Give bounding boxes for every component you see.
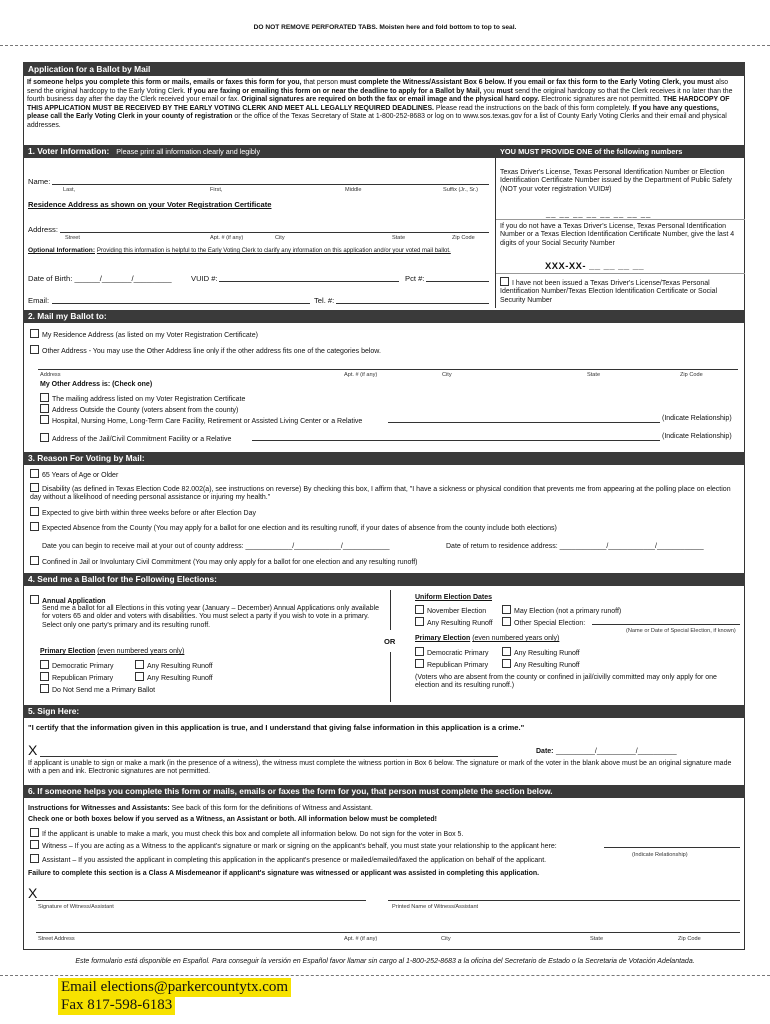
outside-county-checkbox[interactable] (40, 404, 49, 413)
nov-option: November Election (415, 605, 486, 616)
rep-runoff-checkbox[interactable] (135, 672, 144, 681)
witness-apt-label: Apt. # (if any) (344, 936, 378, 942)
section6-header: 6. If someone helps you complete this form or mails, emails or faxes the form for you, that person must complete the section below. (23, 785, 745, 798)
nov-checkbox[interactable] (415, 605, 424, 614)
tel-field[interactable] (336, 303, 489, 304)
annual-application: Annual Application (30, 595, 106, 606)
rep-primary-option-2: Republican Primary (415, 659, 488, 670)
s2-apt-label: Apt. # (if any) (344, 372, 378, 378)
rep-primary-option: Republican Primary (40, 672, 113, 683)
perforation-line-bottom (0, 975, 770, 976)
jail-checkbox[interactable] (40, 433, 49, 442)
section5-header: 5. Sign Here: (23, 705, 745, 718)
dem-primary-option: Democratic Primary (40, 660, 113, 671)
dem-primary-checkbox-2[interactable] (415, 647, 424, 656)
uniform-runoff-checkbox[interactable] (415, 617, 424, 626)
contact-email: Email elections@parkercountytx.com (58, 978, 291, 997)
applicant-signature-field[interactable] (40, 756, 498, 757)
rep-runoff-option-2: Any Resulting Runoff (502, 659, 580, 670)
state-label: State (392, 235, 406, 241)
indicate-relationship-1: (Indicate Relationship) (662, 415, 732, 422)
certify-statement: "I certify that the information given in this application is true, and I understand that giving false information in this application is a crime." (28, 723, 525, 732)
witness-signature-x: X (28, 885, 38, 901)
first-label: First, (210, 187, 223, 193)
dob-label: Date of Birth: ______/_______/_________ (28, 274, 172, 283)
residence-checkbox[interactable] (30, 329, 39, 338)
hospital-checkbox[interactable] (40, 415, 49, 424)
no-id-checkbox[interactable] (500, 277, 509, 286)
signature-x: X (28, 742, 38, 758)
witness-relationship-field[interactable] (604, 847, 740, 848)
pct-label: Pct #: (405, 274, 425, 283)
address-label: Address: (28, 225, 58, 234)
other-option-1: The mailing address listed on my Voter Registration Certificate (40, 393, 245, 404)
pct-field[interactable] (426, 281, 489, 282)
misdemeanor-warning: Failure to complete this section is a Class A Misdemeanor if applicant's signature was witnessed or applicant was assisted in completing this application. (28, 870, 540, 877)
date-label: Date: (536, 748, 554, 755)
vuid-field[interactable] (219, 281, 399, 282)
id-option-dl: Texas Driver's License, Texas Personal Identification Number or Election Identification Certificate Number issued by the Department of Public Safety (NOT your voter registration VUID#) (500, 169, 732, 193)
other-address-heading: My Other Address is: (Check one) (40, 381, 153, 388)
witness-signature-label: Signature of Witness/Assistant (38, 904, 114, 910)
contact-fax: Fax 817-598-6183 (58, 996, 175, 1015)
mail-other-option: Other Address - You may use the Other Address line only if the other address fits one of the categories below. (30, 345, 381, 356)
absent-note: (Voters who are absent from the county or confined in jail/civilly committed may only apply for one election and its resulting runoff.) (415, 674, 717, 690)
middle-label: Middle (345, 187, 362, 193)
special-election-field[interactable] (592, 624, 740, 625)
reason-jail: Confined in Jail or Involuntary Civil Commitment (You may only apply for a ballot for one election and any resulting runoff) (30, 556, 417, 567)
witness-city-label: City (441, 936, 451, 942)
section2-header: 2. Mail my Ballot to: (23, 310, 745, 323)
rep-runoff-checkbox-2[interactable] (502, 659, 511, 668)
other-option-2: Address Outside the County (voters absent from the county) (40, 404, 238, 415)
reason-absence: Expected Absence from the County (You may apply for a ballot for one election and its resulting runoff, if your dates of absence from the county include both elections) (30, 522, 557, 533)
witness-checkbox[interactable] (30, 840, 39, 849)
dl-number-field[interactable]: __ __ __ __ __ __ __ __ (546, 209, 652, 218)
email-label: Email: (28, 296, 50, 305)
dem-runoff-option: Any Resulting Runoff (135, 660, 213, 671)
address-field[interactable] (60, 232, 489, 233)
witness-signature-field[interactable] (36, 900, 366, 901)
witness-address-field[interactable] (36, 932, 740, 933)
uniform-dates-heading: Uniform Election Dates (415, 594, 493, 601)
reason-birth: Expected to give birth within three weeks before or after Election Day (30, 507, 256, 518)
unable-mark-option: If the applicant is unable to make a mark, you must check this box and complete all information below. Do not sign for the voter in Box 5. (30, 828, 463, 839)
rep-runoff-option: Any Resulting Runoff (135, 672, 213, 683)
id-separator-2 (496, 273, 745, 274)
name-field[interactable] (52, 184, 489, 185)
special-checkbox[interactable] (502, 617, 511, 626)
absence-checkbox[interactable] (30, 522, 39, 531)
s2-address-label: Address (40, 372, 61, 378)
or-label: OR (384, 637, 396, 646)
reason-65: 65 Years of Age or Older (30, 469, 118, 480)
id-separator-1 (496, 219, 745, 220)
witness-check-instruction: Check one or both boxes below if you served as a Witness, an Assistant or both. All information below must be completed! (28, 816, 437, 823)
primary-election-heading: Primary Election (even numbered years only) (40, 648, 185, 655)
may-checkbox[interactable] (502, 605, 511, 614)
suffix-label: Suffix (Jr., Sr.) (443, 187, 479, 193)
or-divider-bottom (390, 652, 391, 702)
witness-printed-label: Printed Name of Witness/Assistant (392, 904, 479, 910)
signature-note: If applicant is unable to sign or make a mark (in the presence of a witness), the witness must complete the witness portion in Box 6 below. The signature or mark of the voter in the blank above must be an original signature made with a pen and ink. Electronic signatures are not permitted. (28, 760, 732, 776)
relationship-field-1[interactable] (388, 422, 660, 423)
name-label: Name: (28, 177, 51, 186)
apt-label: Apt. # (if any) (210, 235, 244, 241)
top-notice: DO NOT REMOVE PERFORATED TABS. Moisten here and fold bottom to top to seal. (253, 24, 517, 31)
zip-label: Zip Code (452, 235, 475, 241)
s2-state-label: State (587, 372, 601, 378)
id-option-none: I have not been issued a Texas Driver's License/Texas Personal Identification Number/Texas Election Identification Certificate or Social Security Number (500, 277, 740, 305)
perforation-line-top (0, 45, 770, 46)
section1-divider (495, 158, 496, 308)
any-runoff-option: Any Resulting Runoff (415, 617, 493, 628)
begin-mail-date[interactable]: Date you can begin to receive mail at your out of county address: ____________/____________/____________ (42, 543, 390, 550)
no-primary-checkbox[interactable] (40, 684, 49, 693)
dem-runoff-checkbox-2[interactable] (502, 647, 511, 656)
other-option-4: Address of the Jail/Civil Commitment Facility or a Relative (40, 433, 231, 444)
other-address-field[interactable] (38, 369, 738, 370)
or-divider-top (390, 590, 391, 630)
age-checkbox[interactable] (30, 469, 39, 478)
annual-text: Send me a ballot for all Elections in this voting year (January – December) Annual Applications only available for voters 65 and older and voters with disabilities. You must select a party if you wish to vote in a primary. Select only one party's primary and its resulting runoff. (42, 605, 379, 629)
no-primary-option: Do Not Send me a Primary Ballot (40, 684, 155, 695)
spanish-note: Este formulario está disponible en Español. Para conseguir la versión en Español favor llamar sin cargo al 1-800-252-8683 a la oficina del Secretario de Estado o la Secretaria de Votación Adelantada. (75, 958, 695, 965)
ssn-field[interactable]: XXX-XX- __ __ __ __ (545, 260, 645, 271)
witness-printed-name-field[interactable] (388, 900, 740, 901)
witness-zip-label: Zip Code (678, 936, 701, 942)
jail-reason-checkbox[interactable] (30, 556, 39, 565)
s2-zip-label: Zip Code (680, 372, 703, 378)
section3-header: 3. Reason For Voting by Mail: (23, 452, 745, 465)
witness-state-label: State (590, 936, 604, 942)
rep-primary-checkbox-2[interactable] (415, 659, 424, 668)
special-name-label: (Name or Date of Special Election, if known) (626, 628, 736, 634)
disability-checkbox[interactable] (30, 483, 39, 492)
other-address-checkbox[interactable] (30, 345, 39, 354)
dem-runoff-option-2: Any Resulting Runoff (502, 647, 580, 658)
mail-residence-option: My Residence Address (as listed on my Voter Registration Certificate) (30, 329, 258, 340)
tel-label: Tel. #: (314, 296, 335, 305)
assistant-option: Assistant – If you assisted the applicant in completing this application in the applicant's presence or mailed/emailed/faxed the application on behalf of the applicant. (30, 854, 610, 865)
s2-city-label: City (442, 372, 452, 378)
dem-primary-option-2: Democratic Primary (415, 647, 488, 658)
witness-option: Witness – If you are acting as a Witness to the applicant's signature or mark or signing on the applicant's behalf, you must state your relationship to the applicant here: (30, 840, 610, 851)
residence-heading: Residence Address as shown on your Voter Registration Certificate (28, 200, 272, 209)
witness-instructions: Instructions for Witnesses and Assistants: See back of this form for the definitions of Witness and Assistant. (28, 805, 373, 812)
street-label: Street (65, 235, 80, 241)
id-option-ssn: If you do not have a Texas Driver's License, Texas Personal Identification Number or a Texas Election Identification Certificate Number, give the last 4 digits of your Social Security Number (500, 223, 735, 247)
city-label: City (275, 235, 285, 241)
other-mailing-checkbox[interactable] (40, 393, 49, 402)
section1-right-header: YOU MUST PROVIDE ONE of the following numbers (495, 145, 745, 158)
may-option: May Election (not a primary runoff) (502, 605, 621, 616)
vuid-label: VUID #: (191, 274, 218, 283)
witness-street-label: Street Address (38, 936, 75, 942)
birth-checkbox[interactable] (30, 507, 39, 516)
primary-election-heading-2: Primary Election (even numbered years only) (415, 635, 560, 642)
witness-indicate-label: (Indicate Relationship) (632, 852, 688, 858)
assistant-checkbox[interactable] (30, 854, 39, 863)
section1-header: 1. Voter Information: Please print all information clearly and legibly (23, 145, 495, 158)
other-option-3: Hospital, Nursing Home, Long-Term Care Facility, Retirement or Assisted Living Center or a Relative (40, 415, 362, 426)
last-label: Last, (63, 187, 76, 193)
special-option: Other Special Election: (502, 617, 585, 628)
return-date[interactable]: Date of return to residence address: ____________/____________/____________ (446, 543, 704, 550)
email-field[interactable] (52, 303, 310, 304)
intro-paragraph: If someone helps you complete this form or mails, emails or faxes this form for you, that person must complete the Witness/Assistant Box 6 below. If you email or fax this form to the Early Voting Clerk, you must also send the original hardcopy to the Early Voting Clerk. If you are faxing or emailing this form on or near the deadline to apply for a Ballot by Mail, you must send the original hardcopy so that the Clerk receives it no later than the fourth business day after the day the Clerk received your email or fax. Original signatures are required on both the fax or email image and the physical hard copy. Electronic signatures are not permitted. THE HARDCOPY OF THIS APPLICATION MUST BE RECEIVED BY THE EARLY VOTING CLERK AND MEET ALL LEGALLY REQUIRED DEADLINES. Please read the instructions on the back of this form completely. If you have any questions, please call the Early Voting Clerk in your county of registration or the office of the Texas Secretary of State at 1-800-252-8683 or log on to www.sos.texas.gov for a list of County Early Voting Clerks and their email and physical addresses. (27, 79, 733, 129)
dem-runoff-checkbox[interactable] (135, 660, 144, 669)
form-title: Application for a Ballot by Mail (23, 62, 745, 76)
sign-date-field[interactable]: __________/__________/__________ (556, 748, 677, 755)
optional-info: Optional Information: Providing this information is helpful to the Early Voting Clerk to clarify any information on this application and/or your voted mail ballot. (28, 247, 451, 254)
rep-primary-checkbox[interactable] (40, 672, 49, 681)
reason-disability: Disability (as defined in Texas Election Code 82.002(a), see instructions on reverse) By checking this box, I affirm that, "I have a sickness or physical condition that prevents me from appearing at the polling place on election day without a likelihood of needing personal assistance or injuring my health." (30, 483, 736, 503)
relationship-field-2[interactable] (252, 440, 660, 441)
indicate-relationship-2: (Indicate Relationship) (662, 433, 732, 440)
dem-primary-checkbox[interactable] (40, 660, 49, 669)
unable-mark-checkbox[interactable] (30, 828, 39, 837)
annual-checkbox[interactable] (30, 595, 39, 604)
section4-header: 4. Send me a Ballot for the Following Elections: (23, 573, 745, 586)
